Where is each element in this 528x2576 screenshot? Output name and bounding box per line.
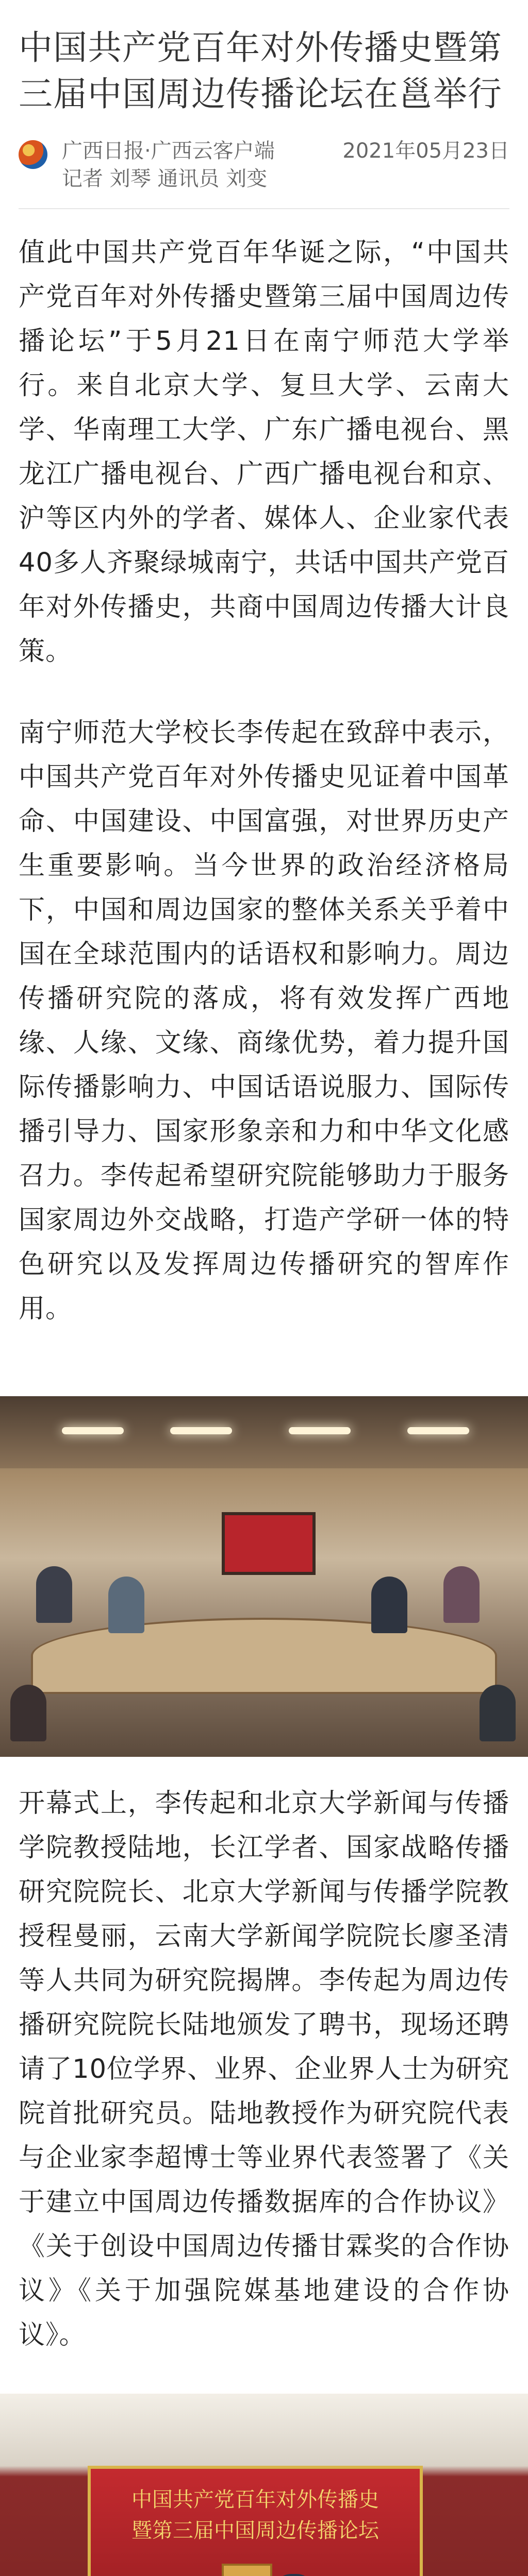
plaque-unveiling-photo[interactable] <box>0 2394 528 2576</box>
ceiling-light-icon <box>62 1427 124 1434</box>
ceiling-light-icon <box>407 1427 469 1434</box>
attendee-figure <box>10 1685 46 1741</box>
meeting-room-photo[interactable] <box>0 1396 528 1757</box>
conference-table <box>31 1618 497 1694</box>
meta-text <box>62 137 509 193</box>
article-paragraph-1: 值此中国共产党百年华诞之际，“中国共产党百年对外传播史暨第三届中国周边传播论坛”于5月21日在南宁师范大学举行。来自北京大学、复旦大学、云南大学、华南理工大学、广东广播电视台、黑龙江广播电视台、广西广播电视台和京、沪等区内外的学者、媒体人、企业家代表40多人齐聚绿城南宁，共话中国共产党百年对外传播史，共商中国周边传播大计良策。 <box>19 238 509 667</box>
publish-date: 2021年05月23日 <box>342 139 509 163</box>
attendee-figure <box>108 1577 144 1633</box>
institute-plaque <box>222 2564 272 2576</box>
article-paragraph-2: 南宁师范大学校长李传起在致辞中表示，中国共产党百年对外传播史见证着中国革命、中国建设、中国富强，对世界历史产生重要影响。当今世界的政治经济格局下，中国和周边国家的整体关系关乎着中国在全球范围内的话语权和影响力。周边传播研究院的落成，将有效发挥广西地缘、人缘、文缘、商缘优势，着力提升国际传播影响力、中国话语说服力、国际传播引导力、国家形象亲和力和中华文化感召力。李传起希望研究院能够助力于服务国家周边外交战略，打造产学研一体的特色研究以及发挥周边传播研究的智库作用。 <box>19 718 509 1324</box>
attendee-figure <box>371 1577 407 1633</box>
banner-line-1: 中国共产党百年对外传播史 <box>131 2488 379 2512</box>
attendee-figure <box>480 1685 516 1741</box>
ceiling-light-icon <box>170 1427 232 1434</box>
source-logo-icon <box>19 140 47 169</box>
meta-row-source <box>62 137 509 165</box>
projection-screen <box>222 1512 316 1575</box>
forum-banner <box>88 2466 423 2576</box>
attendee-figure <box>36 1566 72 1623</box>
article-paragraph-3: 开幕式上，李传起和北京大学新闻与传播学院教授陆地，长江学者、国家战略传播研究院院长、北京大学新闻与传播学院教授程曼丽，云南大学新闻学院院长廖圣清等人共同为研究院揭牌。李传起为周边传播研究院院长陆地颁发了聘书，现场还聘请了10位学界、业界、企业界人士为研究院首批研究员。陆地教授作为研究院代表与企业家李超博士等业界代表签署了《关于建立中国周边传播数据库的合作协议》《关于创设中国周边传播甘霖奖的合作协议》《关于加强院媒基地建设的合作协议》。 <box>19 1788 509 2350</box>
attendee-figure <box>443 1566 480 1623</box>
reporters: 记者 刘琴 通讯员 刘变 <box>62 167 268 191</box>
source-name[interactable]: 广西日报·广西云客户端 <box>62 139 275 163</box>
header-divider <box>19 208 509 209</box>
banner-line-2: 暨第三届中国周边传播论坛 <box>131 2519 379 2543</box>
article-meta <box>19 137 509 193</box>
article-title: 中国共产党百年对外传播史暨第三届中国周边传播论坛在邕举行 <box>19 28 502 114</box>
ceiling-light-icon <box>289 1427 351 1434</box>
